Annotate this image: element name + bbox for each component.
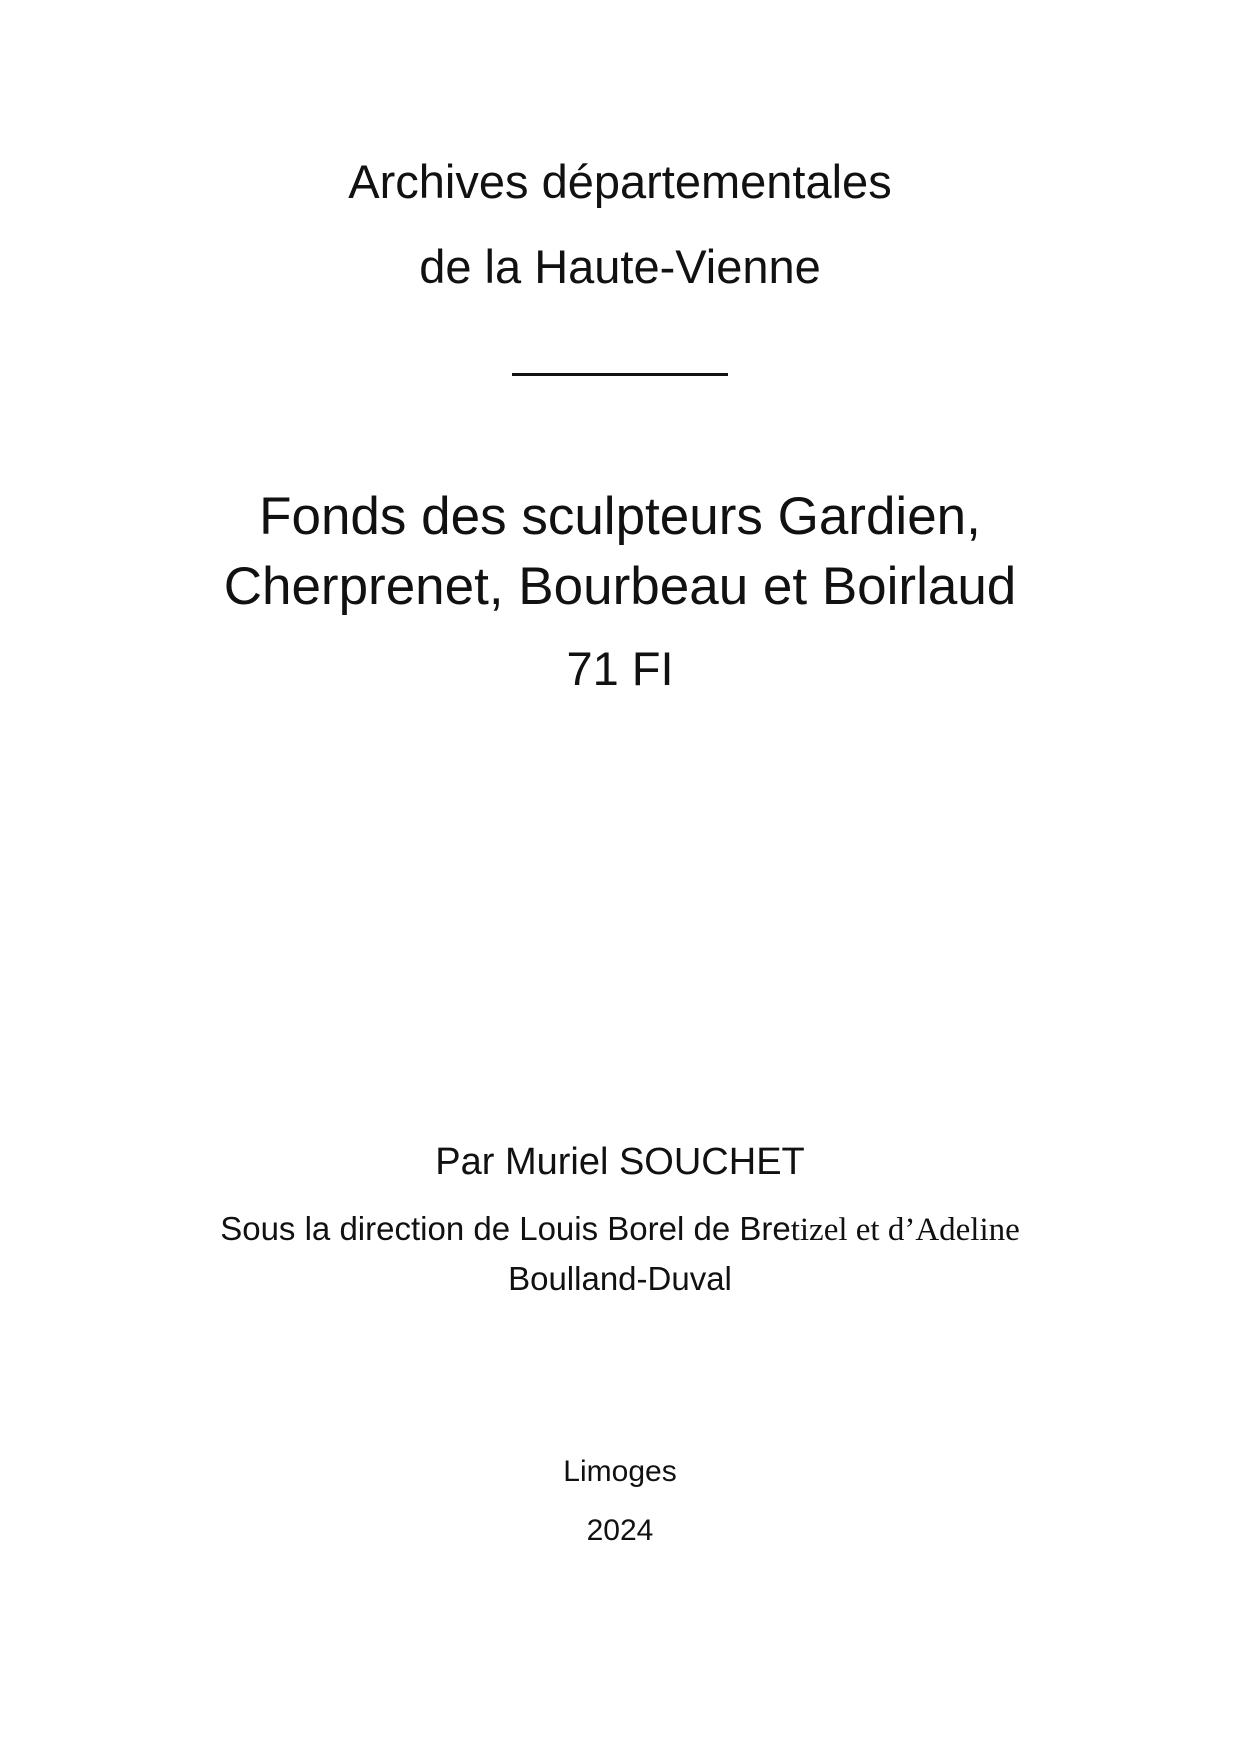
fonds-title-line-2: Cherprenet, Bourbeau et Boirlaud [223,557,1017,616]
fonds-cote: 71 FI [566,642,674,695]
institution-name-line-1: Archives départementales [348,155,892,208]
publication-place: Limoges [563,1455,677,1488]
separator-rule [512,373,728,376]
direction-line-1-part-1: Sous la direction de Louis Borel de Bre [220,1210,791,1247]
direction-line-1 [0,1212,1240,1247]
fonds-title-line-1: Fonds des sculpteurs Gardien, [259,487,981,546]
author-line: Par Muriel SOUCHET [435,1141,805,1183]
direction-line-2: Boulland-Duval [508,1260,732,1297]
direction-line-1-part-2: tizel et d’Adeline [790,1212,1020,1248]
institution-name-line-2: de la Haute-Vienne [419,240,821,293]
publication-year: 2024 [586,1514,654,1547]
